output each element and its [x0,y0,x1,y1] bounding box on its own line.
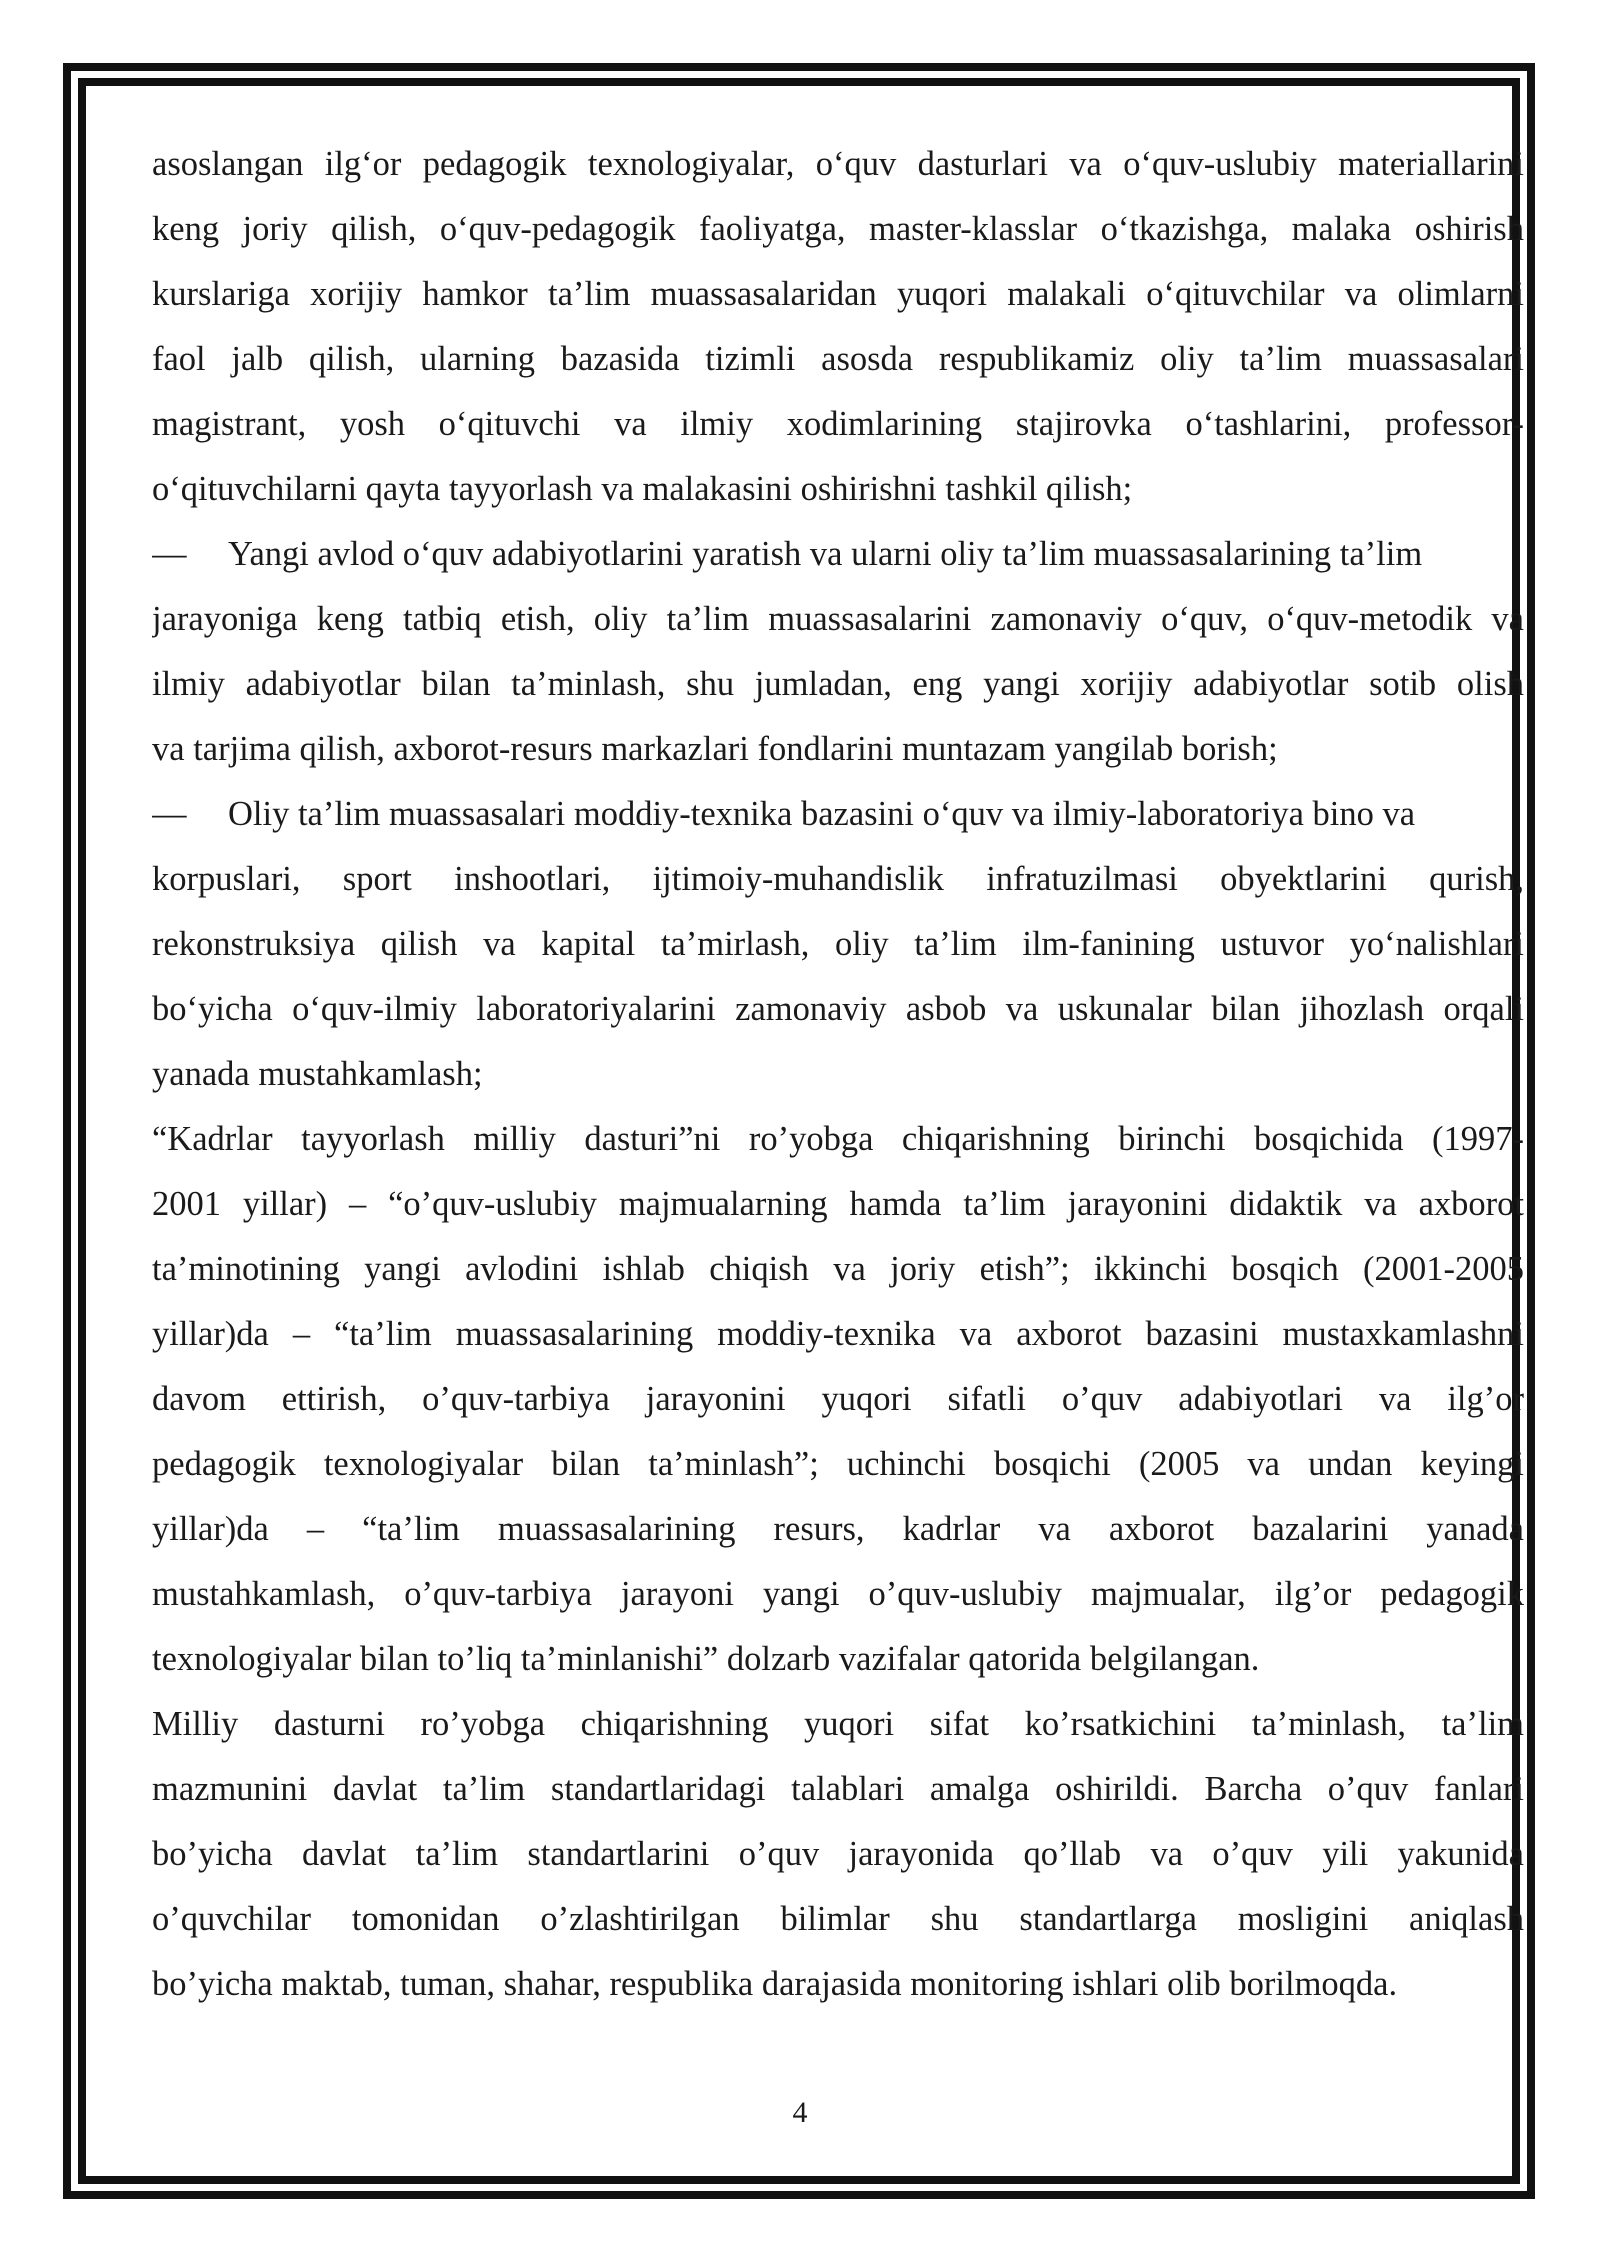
text-line: korpuslari, sport inshootlari, ijtimoiy-muhandislik infratuzilmasi obyektlarini qurish, [152,860,1524,898]
text-line: kurslariga xorijiy hamkor ta’lim muassasalaridan yuqori malakali o‘qituvchilar va olimlarni [152,275,1524,313]
bullet-dash: — [152,535,187,573]
text-line: asoslangan ilg‘or pedagogik texnologiyalar, o‘quv dasturlari va o‘quv-uslubiy materiallarini [152,145,1524,183]
bullet-text: Oliy ta’lim muassasalari moddiy-texnika bazasini o‘quv va ilmiy-laboratoriya bino va [228,795,1416,833]
text-line: 2001 yillar) – “o’quv-uslubiy majmualarning hamda ta’lim jarayonini didaktik va axborot [152,1185,1524,1223]
text-line: o‘qituvchilarni qayta tayyorlash va malakasini oshirishni tashkil qilish; [152,470,1133,508]
page-number: 4 [792,2096,808,2129]
bullet-text: Yangi avlod o‘quv adabiyotlarini yaratish va ularni oliy ta’lim muassasalarining ta’lim [228,535,1423,573]
text-line: pedagogik texnologiyalar bilan ta’minlash”; uchinchi bosqichi (2005 va undan keyingi [152,1445,1524,1483]
text-line: mazmunini davlat ta’lim standartlaridagi talablari amalga oshirildi. Barcha o’quv fanlari [152,1770,1524,1808]
bullet-line [152,786,1524,851]
text-line: o’quvchilar tomonidan o’zlashtirilgan bilimlar shu standartlarga mosligini aniqlash [152,1900,1524,1938]
text-line: ta’minotining yangi avlodini ishlab chiqish va joriy etish”; ikkinchi bosqich (2001-2005 [152,1250,1524,1288]
text-line: yanada mustahkamlash; [152,1055,483,1093]
text-line: ilmiy adabiyotlar bilan ta’minlash, shu jumladan, eng yangi xorijiy adabiyotlar sotib olish [152,665,1524,703]
text-line: jarayoniga keng tatbiq etish, oliy ta’lim muassasalarini zamonaviy o‘quv, o‘quv-metodik va [152,600,1524,638]
text-line: rekonstruksiya qilish va kapital ta’mirlash, oliy ta’lim ilm-fanining ustuvor yo‘nalishlari [152,925,1524,963]
text-line: bo‘yicha o‘quv-ilmiy laboratoriyalarini zamonaviy asbob va uskunalar bilan jihozlash orqali [152,990,1524,1028]
text-line: texnologiyalar bilan to’liq ta’minlanishi” dolzarb vazifalar qatorida belgilangan. [152,1640,1260,1678]
text-line: “Kadrlar tayyorlash milliy dasturi”ni ro’yobga chiqarishning birinchi bosqichida (1997- [152,1120,1524,1158]
text-line: yillar)da – “ta’lim muassasalarining moddiy-texnika va axborot bazasini mustaxkamlashni [152,1315,1524,1353]
text-line: keng joriy qilish, o‘quv-pedagogik faoliyatga, master-klasslar o‘tkazishga, malaka oshirish [152,210,1524,248]
text-line: va tarjima qilish, axborot-resurs markazlari fondlarini muntazam yangilab borish; [152,730,1278,768]
text-line: davom ettirish, o’quv-tarbiya jarayonini yuqori sifatli o’quv adabiyotlari va ilg’or [152,1380,1524,1418]
document-body [152,136,1524,2021]
text-line: faol jalb qilish, ularning bazasida tizimli asosda respublikamiz oliy ta’lim muassasalari [152,340,1524,378]
text-line: magistrant, yosh o‘qituvchi va ilmiy xodimlarining stajirovka o‘tashlarini, professor- [152,405,1524,443]
bullet-dash: — [152,795,187,833]
text-line: mustahkamlash, o’quv-tarbiya jarayoni yangi o’quv-uslubiy majmualar, ilg’or pedagogik [152,1575,1524,1613]
text-line: yillar)da – “ta’lim muassasalarining resurs, kadrlar va axborot bazalarini yanada [152,1510,1524,1548]
bullet-line [152,526,1524,591]
text-line: bo’yicha davlat ta’lim standartlarini o’quv jarayonida qo’llab va o’quv yili yakunida [152,1835,1524,1873]
text-line: bo’yicha maktab, tuman, shahar, respublika darajasida monitoring ishlari olib borilmoqda. [152,1965,1398,2003]
text-line: Milliy dasturni ro’yobga chiqarishning yuqori sifat ko’rsatkichini ta’minlash, ta’lim [152,1705,1524,1743]
